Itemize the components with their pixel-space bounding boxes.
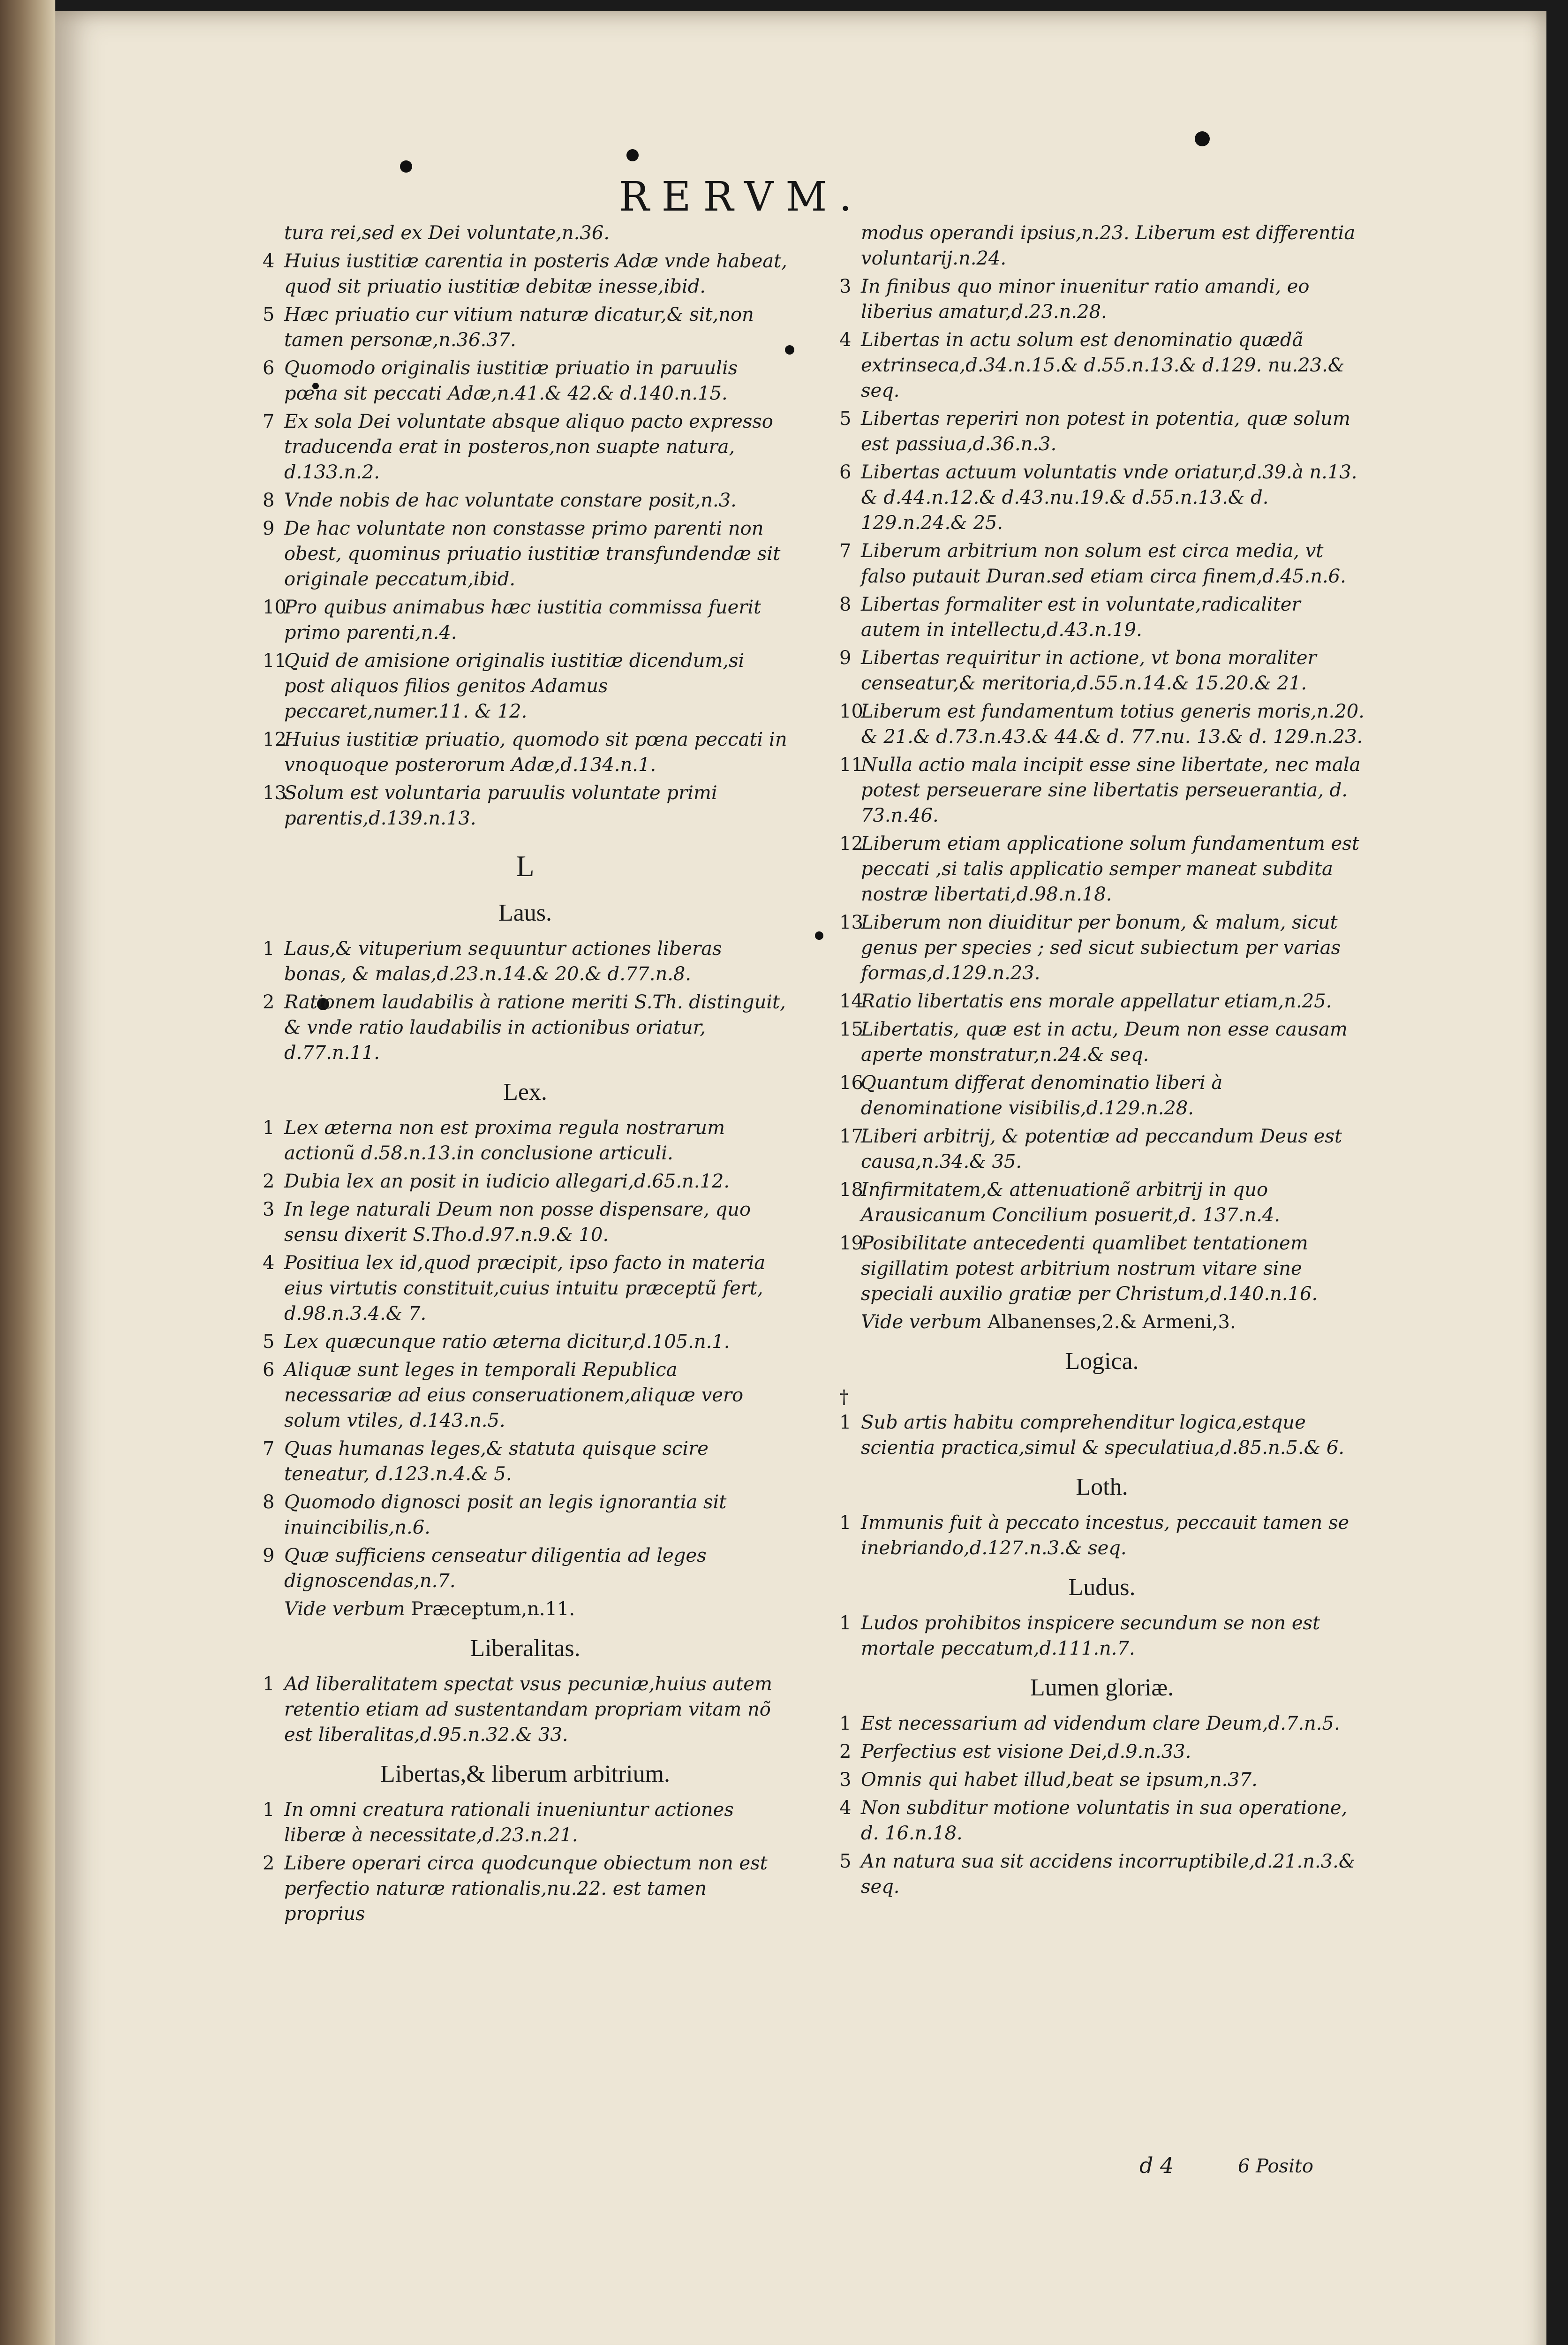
index-entry bbox=[839, 406, 1364, 457]
section-letter: L bbox=[516, 849, 535, 883]
index-entry bbox=[839, 1070, 1364, 1121]
entry-number: 6 bbox=[263, 1359, 275, 1381]
running-head: RERVM. bbox=[619, 174, 864, 220]
entry-number: 12 bbox=[263, 729, 286, 750]
entry-number: 1 bbox=[839, 1612, 852, 1634]
section-heading-laus: Laus. bbox=[498, 900, 552, 926]
index-entry bbox=[839, 1739, 1364, 1764]
index-entry bbox=[839, 1384, 1364, 1460]
entry-text: Ratio libertatis ens morale appellatur etiam,n.25. bbox=[861, 991, 1332, 1012]
entry-text: Huius iustitiæ carentia in posteris Adæ vnde habeat, quod sit priuatio iustitiæ debitæ inesse,ibid. bbox=[284, 250, 787, 297]
index-entry bbox=[839, 1124, 1364, 1174]
entry-number: 6 bbox=[839, 461, 852, 483]
index-entry bbox=[839, 1611, 1364, 1661]
entry-number: 1 bbox=[263, 1117, 275, 1139]
index-entry bbox=[839, 1795, 1364, 1846]
section-heading-logica: Logica. bbox=[1065, 1348, 1139, 1375]
ink-spot bbox=[815, 931, 823, 940]
entry-text: Quomodo dignosci posit an legis ignorantia sit inuincibilis,n.6. bbox=[284, 1491, 727, 1538]
entry-number: 13 bbox=[263, 782, 286, 804]
entry-number: 7 bbox=[263, 411, 275, 432]
entry-text: Quas humanas leges,& statuta quisque scire teneatur, d.123.n.4.& 5. bbox=[284, 1438, 709, 1485]
entry-text: Infirmitatem,& attenuationẽ arbitrij in quo Arausicanum Concilium posuerit,d. 137.n.4. bbox=[861, 1179, 1281, 1226]
entry-text: Non subditur motione voluntatis in sua operatione, d. 16.n.18. bbox=[861, 1797, 1348, 1844]
entry-number: 5 bbox=[263, 304, 275, 325]
entry-text: Libertas in actu solum est denominatio quædã extrinseca,d.34.n.15.& d.55.n.13.& d.129. nu.23.& seq. bbox=[861, 329, 1345, 401]
entry-number: 9 bbox=[263, 1545, 275, 1566]
entry-number: † 1 bbox=[839, 1386, 852, 1433]
entry-text: Hæc priuatio cur vitium naturæ dicatur,& sit,non tamen personæ,n.36.37. bbox=[284, 304, 754, 351]
index-entry bbox=[263, 727, 788, 778]
entry-text: Aliquæ sunt leges in temporali Republica necessariæ ad eius conseruationem,aliquæ vero solum vtiles, d.143.n.5. bbox=[284, 1359, 744, 1431]
cross-reference-lead: Vide verbum bbox=[861, 1311, 982, 1333]
entry-text: An natura sua sit accidens incorruptibile,d.21.n.3.& seq. bbox=[861, 1851, 1356, 1898]
right-column bbox=[839, 220, 1364, 1902]
index-entry bbox=[263, 1851, 788, 1927]
entry-text: Huius iustitiæ priuatio, quomodo sit pœna peccati in vnoquoque posterorum Adæ,d.134.n.1. bbox=[284, 729, 787, 776]
index-entry bbox=[263, 1169, 788, 1194]
entry-number: 8 bbox=[263, 1491, 275, 1513]
index-entry bbox=[839, 989, 1364, 1014]
entry-text: In omni creatura rationali inueniuntur actiones liberæ à necessitate,d.23.n.21. bbox=[284, 1799, 734, 1846]
entry-number: 7 bbox=[263, 1438, 275, 1460]
index-entry bbox=[263, 648, 788, 724]
entry-number: 12 bbox=[839, 833, 863, 855]
index-entry bbox=[263, 990, 788, 1066]
continuation-text: tura rei,sed ex Dei voluntate,n.36. bbox=[284, 222, 610, 244]
section-heading-ludus: Ludus. bbox=[1068, 1574, 1136, 1601]
entry-number: 2 bbox=[263, 1853, 275, 1874]
index-entry bbox=[263, 780, 788, 831]
entry-number: 1 bbox=[839, 1512, 852, 1534]
index-entry bbox=[263, 409, 788, 485]
entry-text: Posibilitate antecedenti quamlibet tentationem sigillatim potest arbitrium nostrum vitare sine speciali auxilio gratiæ per Christum,d.140.n.16. bbox=[861, 1233, 1318, 1305]
section-heading-loth: Loth. bbox=[1076, 1474, 1128, 1500]
entry-number: 5 bbox=[839, 408, 852, 430]
entry-number: 4 bbox=[839, 329, 852, 351]
entry-text: In finibus quo minor inuenitur ratio amandi, eo liberius amatur,d.23.n.28. bbox=[861, 276, 1310, 323]
entry-text: Positiua lex id,quod præcipit, ipso facto in materia eius virtutis constituit,cuius intuitu præceptũ fert, d.98.n.3.4.& 7. bbox=[284, 1252, 766, 1324]
cross-reference-target: Albanenses,2.& Armeni,3. bbox=[988, 1311, 1236, 1333]
entry-text: Pro quibus animabus hæc iustitia commissa fuerit primo parenti,n.4. bbox=[284, 597, 761, 643]
entry-text: Vnde nobis de hac voluntate constare posit,n.3. bbox=[284, 490, 737, 511]
cross-reference bbox=[839, 1309, 1364, 1335]
index-entry bbox=[839, 274, 1364, 325]
entry-number: 11 bbox=[263, 650, 286, 672]
entry-number: 18 bbox=[839, 1179, 863, 1201]
section-heading-lex: Lex. bbox=[503, 1079, 547, 1105]
entry-text: Liberum arbitrium non solum est circa media, vt falso putauit Duran.sed etiam circa finem,d.45.n.6. bbox=[861, 540, 1346, 587]
book-binding bbox=[0, 0, 55, 2345]
entry-text: Libertas requiritur in actione, vt bona moraliter censeatur,& meritoria,d.55.n.14.& 15.20.& 21. bbox=[861, 647, 1317, 694]
section-heading-libertas: Libertas,& liberum arbitrium. bbox=[380, 1761, 671, 1787]
entry-number: 2 bbox=[839, 1741, 852, 1763]
entry-text: Libertas formaliter est in voluntate,radicaliter autem in intellectu,d.43.n.19. bbox=[861, 594, 1301, 641]
catchword: 6 Posito bbox=[1238, 2156, 1314, 2177]
entry-text: Liberi arbitrij, & potentiæ ad peccandum Deus est causa,n.34.& 35. bbox=[861, 1126, 1342, 1172]
entry-text: Nulla actio mala incipit esse sine libertate, nec mala potest perseuerare sine libertatis perseuerantia, d. 73.n.46. bbox=[861, 754, 1361, 826]
index-entry bbox=[839, 327, 1364, 403]
entry-number: 6 bbox=[263, 357, 275, 379]
cross-reference-target: Præceptum,n.11. bbox=[411, 1598, 575, 1620]
section-heading-lumen: Lumen gloriæ. bbox=[1030, 1674, 1174, 1701]
entry-text: Ex sola Dei voluntate absque aliquo pacto expresso traducenda erat in posteros,non suapte natura, d.133.n.2. bbox=[284, 411, 773, 483]
index-entry bbox=[839, 699, 1364, 749]
index-entry bbox=[263, 1672, 788, 1747]
ink-spot bbox=[626, 149, 639, 161]
entry-number: 1 bbox=[839, 1713, 852, 1734]
entry-number: 4 bbox=[263, 1252, 275, 1274]
signature-mark: d 4 bbox=[1139, 2153, 1174, 2178]
entry-number: 8 bbox=[839, 594, 852, 615]
entry-number: 1 bbox=[263, 938, 275, 960]
entry-text: Liberum est fundamentum totius generis moris,n.20. & 21.& d.73.n.43.& 44.& d. 77.nu. 13.& d. 129.n.23. bbox=[861, 701, 1364, 748]
entry-text: Dubia lex an posit in iudicio allegari,d.65.n.12. bbox=[284, 1171, 730, 1192]
entry-text: Sub artis habitu comprehenditur logica,estque scientia practica,simul & speculatiua,d.85.n.5.& 6. bbox=[861, 1412, 1345, 1459]
index-entry bbox=[839, 1711, 1364, 1736]
entry-number: 13 bbox=[839, 912, 863, 933]
index-entry bbox=[839, 1177, 1364, 1228]
entry-number: 2 bbox=[263, 991, 275, 1013]
index-entry bbox=[263, 936, 788, 987]
entry-text: Ludos prohibitos inspicere secundum se non est mortale peccatum,d.111.n.7. bbox=[861, 1612, 1320, 1659]
entry-number: 10 bbox=[263, 597, 286, 618]
entry-text: Est necessarium ad videndum clare Deum,d.7.n.5. bbox=[861, 1713, 1340, 1734]
index-entry bbox=[263, 1197, 788, 1248]
entry-text: Omnis qui habet illud,beat se ipsum,n.37. bbox=[861, 1769, 1258, 1791]
index-entry bbox=[263, 1797, 788, 1848]
entry-text: Quantum differat denominatio liberi à denominatione visibilis,d.129.n.28. bbox=[861, 1072, 1223, 1119]
left-column bbox=[263, 220, 788, 1929]
entry-text: Ad liberalitatem spectat vsus pecuniæ,huius autem retentio etiam ad sustentandam propriam vitam nõ est liberalitas,d.95.n.32.& 33. bbox=[284, 1673, 772, 1746]
entry-text: Quid de amisione originalis iustitiæ dicendum,si post aliquos filios genitos Adamus peccaret,numer.11. & 12. bbox=[284, 650, 745, 722]
index-entry bbox=[839, 910, 1364, 986]
entry-number: 3 bbox=[263, 1199, 275, 1220]
entry-text: Liberum etiam applicatione solum fundamentum est peccati ,si talis applicatio semper maneat subdita nostræ libertati,d.98.n.18. bbox=[861, 833, 1359, 905]
entry-text: Lex æterna non est proxima regula nostrarum actionũ d.58.n.13.in conclusione articuli. bbox=[284, 1117, 725, 1164]
index-entry bbox=[263, 1436, 788, 1487]
index-entry bbox=[839, 1231, 1364, 1307]
index-entry bbox=[839, 460, 1364, 536]
ink-spot bbox=[400, 160, 412, 173]
entry-text: De hac voluntate non constasse primo parenti non obest, quominus priuatio iustitiæ transfundendæ sit originale peccatum,ibid. bbox=[284, 518, 781, 590]
index-entry bbox=[839, 1017, 1364, 1067]
entry-number: 2 bbox=[263, 1171, 275, 1192]
index-entry bbox=[839, 538, 1364, 589]
index-entry bbox=[263, 1490, 788, 1540]
entry-number: 8 bbox=[263, 490, 275, 511]
index-entry bbox=[263, 1329, 788, 1354]
index-entry bbox=[839, 592, 1364, 643]
ink-spot bbox=[1195, 131, 1210, 146]
entry-number: 15 bbox=[839, 1019, 863, 1040]
index-entry bbox=[263, 488, 788, 513]
entry-text: Libertas reperiri non potest in potentia, quæ solum est passiua,d.36.n.3. bbox=[861, 408, 1350, 455]
entry-number: 5 bbox=[839, 1851, 852, 1872]
continuation-text: modus operandi ipsius,n.23. Liberum est differentia voluntarij.n.24. bbox=[861, 222, 1356, 269]
entry-number: 3 bbox=[839, 276, 852, 297]
entry-text: Rationem laudabilis à ratione meriti S.Th. distinguit, & vnde ratio laudabilis in actionibus oriatur, d.77.n.11. bbox=[284, 991, 786, 1064]
index-entry bbox=[839, 645, 1364, 696]
entry-text: Quæ sufficiens censeatur diligentia ad leges dignoscendas,n.7. bbox=[284, 1545, 707, 1592]
entry-text: Lex quæcunque ratio æterna dicitur,d.105.n.1. bbox=[284, 1331, 730, 1353]
index-entry bbox=[839, 1849, 1364, 1899]
entry-text: Libere operari circa quodcunque obiectum non est perfectio naturæ rationalis,nu.22. est tamen proprius bbox=[284, 1853, 768, 1925]
index-entry bbox=[263, 1543, 788, 1594]
index-entry bbox=[263, 595, 788, 645]
entry-number: 4 bbox=[839, 1797, 852, 1819]
entry-number: 9 bbox=[839, 647, 852, 669]
entry-number: 4 bbox=[263, 250, 275, 272]
index-entry bbox=[263, 1357, 788, 1433]
index-entry bbox=[263, 356, 788, 406]
index-entry bbox=[839, 752, 1364, 828]
entry-text: Immunis fuit à peccato incestus, peccauit tamen se inebriando,d.127.n.3.& seq. bbox=[861, 1512, 1349, 1559]
entry-number: 1 bbox=[263, 1673, 275, 1695]
entry-text: Libertas actuum voluntatis vnde oriatur,d.39.à n.13. & d.44.n.12.& d.43.nu.19.& d.55.n.13.& d. 129.n.24.& 25. bbox=[861, 461, 1357, 534]
entry-number: 10 bbox=[839, 701, 863, 722]
entry-number: 11 bbox=[839, 754, 863, 776]
entry-text: In lege naturali Deum non posse dispensare, quo sensu dixerit S.Tho.d.97.n.9.& 10. bbox=[284, 1199, 751, 1246]
cross-reference-lead: Vide verbum bbox=[284, 1598, 405, 1620]
entry-text: Liberum non diuiditur per bonum, & malum, sicut genus per species ; sed sicut subiectum per varias formas,d.129.n.23. bbox=[861, 912, 1341, 984]
entry-number: 3 bbox=[839, 1769, 852, 1791]
index-entry bbox=[839, 831, 1364, 907]
index-entry bbox=[263, 516, 788, 592]
entry-text: Quomodo originalis iustitiæ priuatio in paruulis pœna sit peccati Adæ,n.41.& 42.& d.140.n.15. bbox=[284, 357, 738, 404]
entry-number: 16 bbox=[839, 1072, 863, 1094]
index-entry bbox=[263, 302, 788, 353]
index-entry bbox=[839, 1767, 1364, 1793]
index-entry bbox=[263, 1115, 788, 1166]
entry-number: 19 bbox=[839, 1233, 863, 1254]
section-heading-liberalitas: Liberalitas. bbox=[470, 1635, 580, 1662]
entry-number: 17 bbox=[839, 1126, 863, 1147]
entry-number: 7 bbox=[839, 540, 852, 562]
index-entry bbox=[263, 1250, 788, 1326]
entry-number: 9 bbox=[263, 518, 275, 539]
index-entry bbox=[839, 1510, 1364, 1561]
entry-text: Laus,& vituperium sequuntur actiones liberas bonas, & malas,d.23.n.14.& 20.& d.77.n.8. bbox=[284, 938, 722, 985]
entry-text: Solum est voluntaria paruulis voluntate primi parentis,d.139.n.13. bbox=[284, 782, 717, 829]
entry-number: 1 bbox=[263, 1799, 275, 1821]
entry-text: Perfectius est visione Dei,d.9.n.33. bbox=[861, 1741, 1191, 1763]
entry-text: Libertatis, quæ est in actu, Deum non esse causam aperte monstratur,n.24.& seq. bbox=[861, 1019, 1348, 1066]
entry-number: 5 bbox=[263, 1331, 275, 1353]
cross-reference bbox=[263, 1596, 788, 1622]
index-entry bbox=[263, 249, 788, 299]
entry-number: 14 bbox=[839, 991, 863, 1012]
